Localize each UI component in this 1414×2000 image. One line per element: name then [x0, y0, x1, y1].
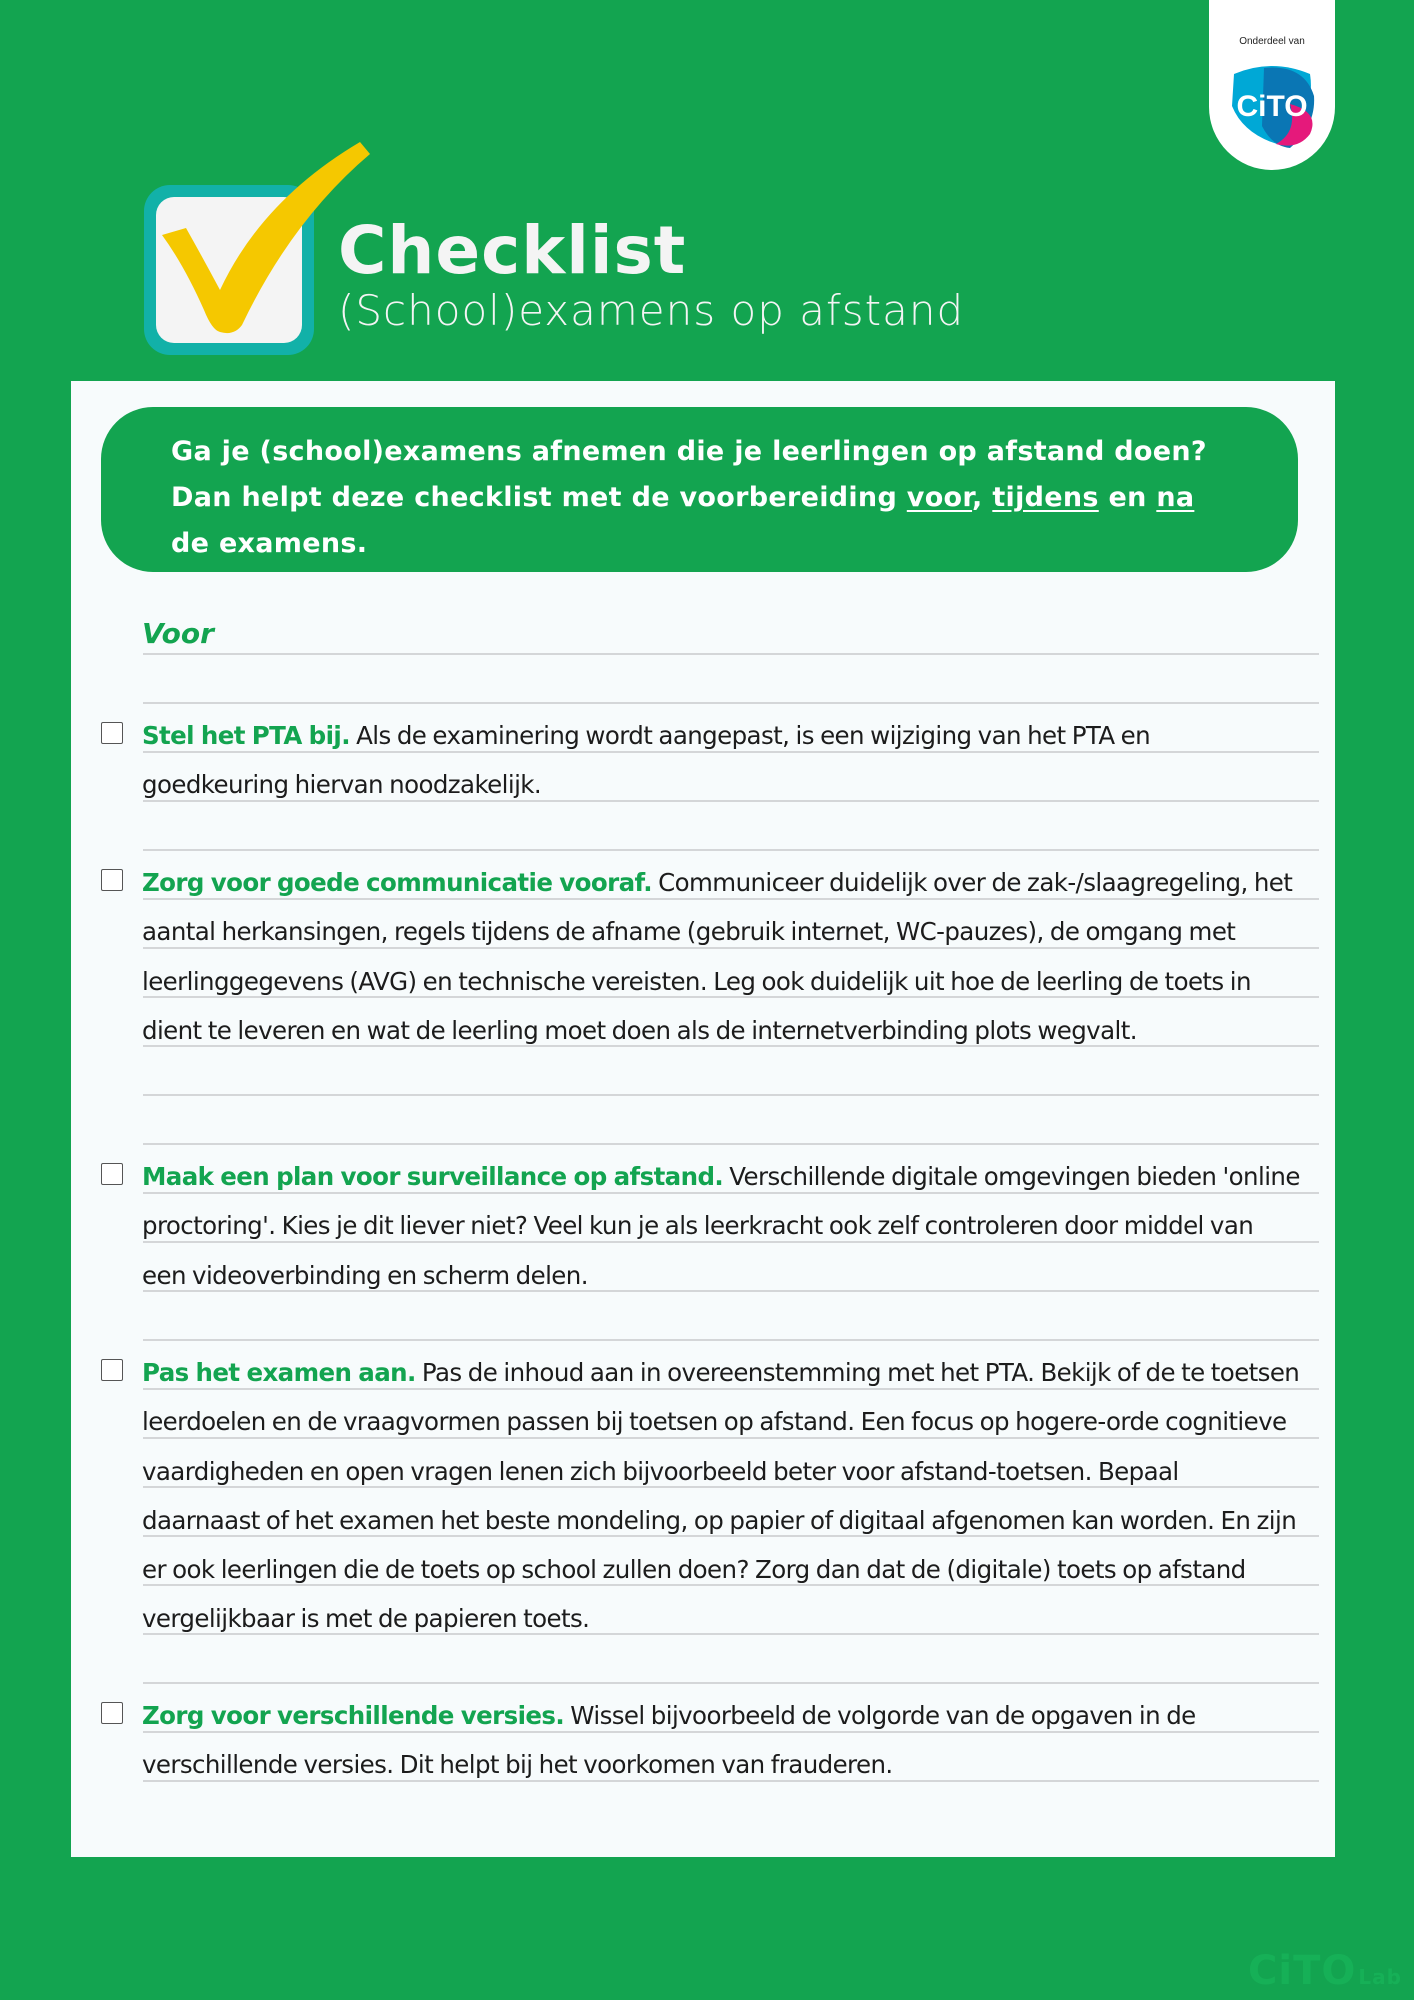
divider [143, 653, 1319, 655]
item-text [142, 858, 1302, 1055]
section-title-voor: Voor [142, 617, 214, 650]
item-lead: Stel het PTA bij. [142, 721, 350, 750]
item-lead: Zorg voor verschillende versies. [142, 1701, 565, 1730]
divider [143, 849, 1319, 851]
checkbox[interactable] [101, 1359, 123, 1381]
intro-comma: , [972, 482, 993, 513]
item-body: Verschillende digitale omgevingen bieden 'online proctoring'. Kies je dit liever niet? Veel kun je als leerkracht ook zelf controleren door middel van een videoverbinding en scherm delen. [142, 1162, 1300, 1290]
divider [143, 1094, 1319, 1096]
item-body: Pas de inhoud aan in overeenstemming met het PTA. Bekijk of de te toetsen leerdoelen en de vraagvormen passen bij toetsen op afstand. Een focus op hogere-orde cognitieve vaardigheden en open vragen lenen zich bijvoorbeeld beter voor afstand-toetsen. Bepaal daarnaast of het examen het beste mondeling, op papier of digitaal afgenomen kan worden. En zijn er ook leerlingen die de toets op school zullen doen? Zorg dan dat de (digitale) toets op afstand vergelijkbaar is met de papieren toets. [142, 1358, 1300, 1634]
item-text [142, 1348, 1302, 1644]
divider [143, 1339, 1319, 1341]
cito-logo-icon [1224, 56, 1320, 152]
checkbox[interactable] [101, 722, 123, 744]
intro-banner [101, 407, 1298, 572]
item-lead: Zorg voor goede communicatie vooraf. [142, 868, 652, 897]
item-body: Als de examinering wordt aangepast, is een wijziging van het PTA en goedkeuring hiervan noodzakelijk. [142, 721, 1151, 800]
checkbox[interactable] [101, 1702, 123, 1724]
divider [143, 702, 1319, 704]
footer-logo-suffix: Lab [1358, 1965, 1402, 1989]
checkbox[interactable] [101, 1163, 123, 1185]
badge-label: Onderdeel van [1239, 36, 1305, 47]
phase-tijdens: tijdens [992, 482, 1099, 513]
intro-line-2 [171, 475, 1258, 521]
intro-text: Dan helpt deze checklist met de voorbereiding [171, 482, 907, 513]
intro-line-3: de examens. [171, 528, 368, 559]
intro-en: en [1098, 482, 1157, 513]
item-body: Communiceer duidelijk over de zak-/slaagregeling, het aantal herkansingen, regels tijdens de afname (gebruik internet, WC-pauzes), de omgang met leerlinggegevens (AVG) en technische vereisten. Leg ook duidelijk uit hoe de leerling de toets in dient te leveren en wat de leerling moet doen als de internetverbinding plots wegvalt. [142, 868, 1293, 1045]
item-text [142, 1691, 1302, 1790]
divider [143, 1143, 1319, 1145]
page-title: Checklist [338, 212, 687, 289]
item-body: Wissel bijvoorbeeld de volgorde van de opgaven in de verschillende versies. Dit helpt bij het voorkomen van frauderen. [142, 1701, 1196, 1780]
checkbox[interactable] [101, 869, 123, 891]
divider [143, 1682, 1319, 1684]
item-lead: Maak een plan voor surveillance op afstand. [142, 1162, 724, 1191]
svg-text:CiTO: CiTO [1236, 90, 1308, 123]
checklist-panel [71, 381, 1335, 1857]
intro-line-1: Ga je (school)examens afnemen die je leerlingen op afstand doen? [171, 436, 1207, 467]
item-text [142, 711, 1302, 810]
phase-na: na [1156, 482, 1195, 513]
cito-badge [1209, 0, 1335, 170]
item-lead: Pas het examen aan. [142, 1358, 416, 1387]
item-text [142, 1152, 1302, 1300]
phase-voor: voor [906, 482, 973, 513]
cito-lab-logo [1248, 1948, 1402, 1994]
footer-logo-text: CiTO [1248, 1948, 1357, 1994]
page-subtitle: (School)examens op afstand [338, 286, 965, 335]
